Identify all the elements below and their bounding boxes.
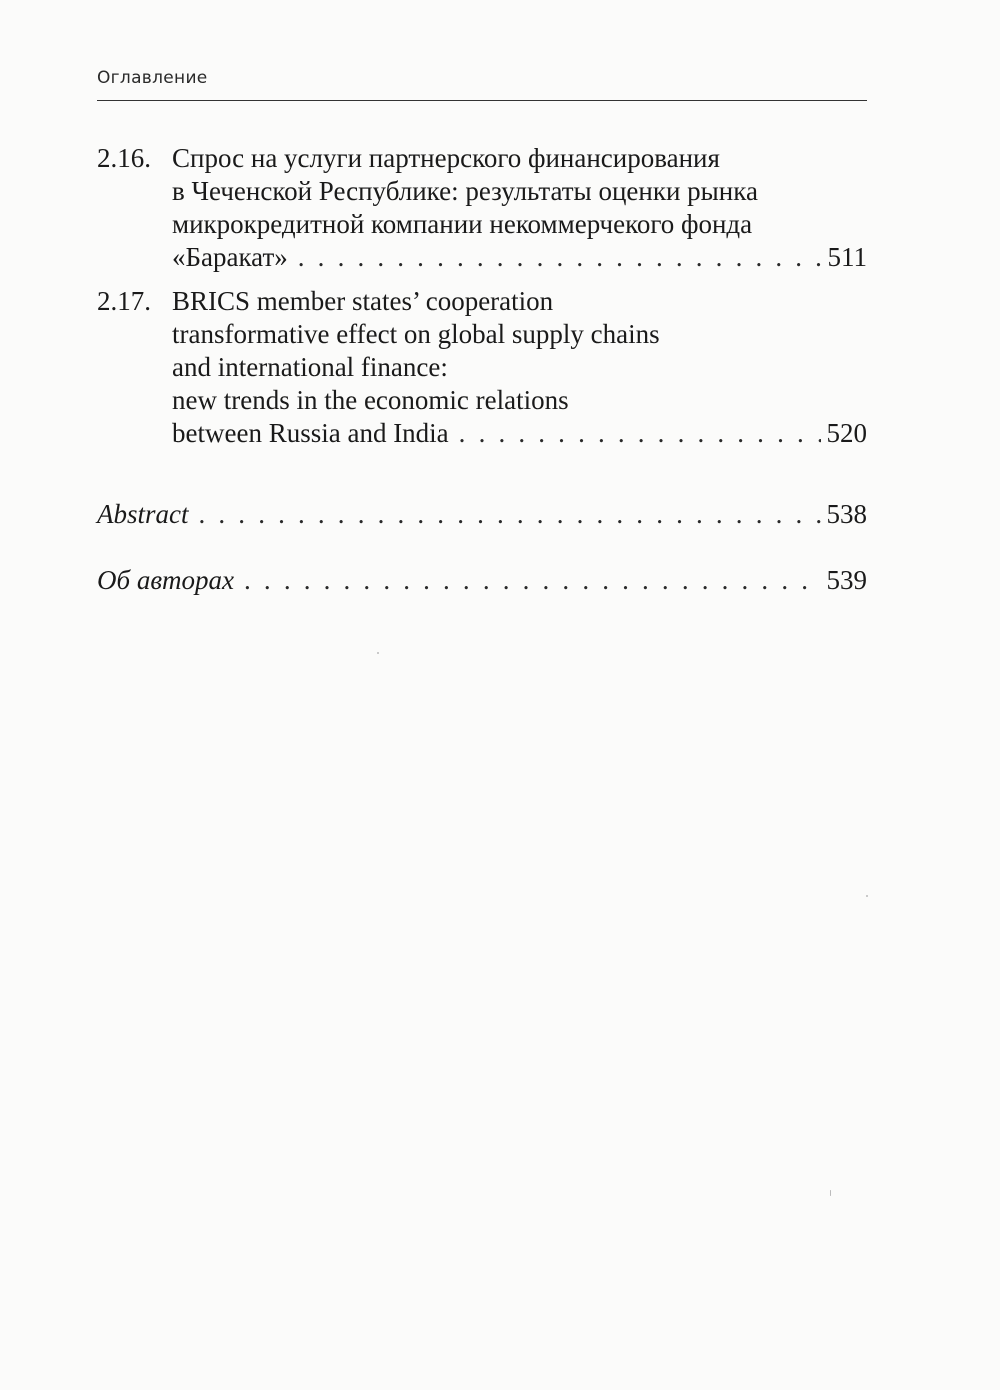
dot-leader	[199, 498, 821, 531]
toc-entry-title-line: between Russia and India	[172, 418, 449, 448]
running-head: Оглавление	[97, 68, 208, 88]
paper-speck	[377, 652, 379, 654]
toc-entry-title-line: and international finance:	[172, 352, 448, 382]
toc-entry-authors[interactable]	[97, 564, 867, 597]
toc-entry-title: Об авторах	[97, 565, 235, 595]
toc-page-number: 520	[826, 418, 867, 448]
toc-entry-last-line	[172, 241, 867, 274]
toc-entry-title	[172, 142, 867, 274]
dot-leader	[298, 241, 822, 274]
toc-entry-title-line: «Баракат»	[172, 242, 288, 272]
paper-speck	[830, 1190, 831, 1196]
toc-entry-title-line: микрокредитной компании некоммерчекого фонда	[172, 209, 753, 239]
header-rule	[97, 100, 867, 101]
toc-page-number: 538	[826, 499, 867, 529]
toc-entry-last-line	[172, 417, 867, 450]
toc-entry-2-16[interactable]	[97, 142, 867, 274]
dot-leader	[244, 564, 820, 597]
toc-entry-2-17[interactable]	[97, 285, 867, 450]
toc-entry-title-line: transformative effect on global supply chains	[172, 319, 660, 349]
toc-page-number: 539	[826, 565, 867, 595]
toc-entry-title-line: в Чеченской Республике: результаты оценки рынка	[172, 176, 758, 206]
toc-entry-abstract[interactable]	[97, 498, 867, 531]
toc-entry-number: 2.16.	[97, 143, 151, 173]
toc-entry-title-line: BRICS member states’ cooperation	[172, 286, 554, 316]
toc-entry-title-line: Спрос на услуги партнерского финансирования	[172, 143, 720, 173]
toc-entry-title: Abstract	[97, 499, 189, 529]
toc-page-number: 511	[827, 242, 867, 272]
toc-entry-number: 2.17.	[97, 286, 151, 316]
dot-leader	[459, 417, 821, 450]
paper-speck	[866, 895, 868, 897]
toc-entry-title-line: new trends in the economic relations	[172, 385, 569, 415]
toc-entry-title	[172, 285, 867, 450]
